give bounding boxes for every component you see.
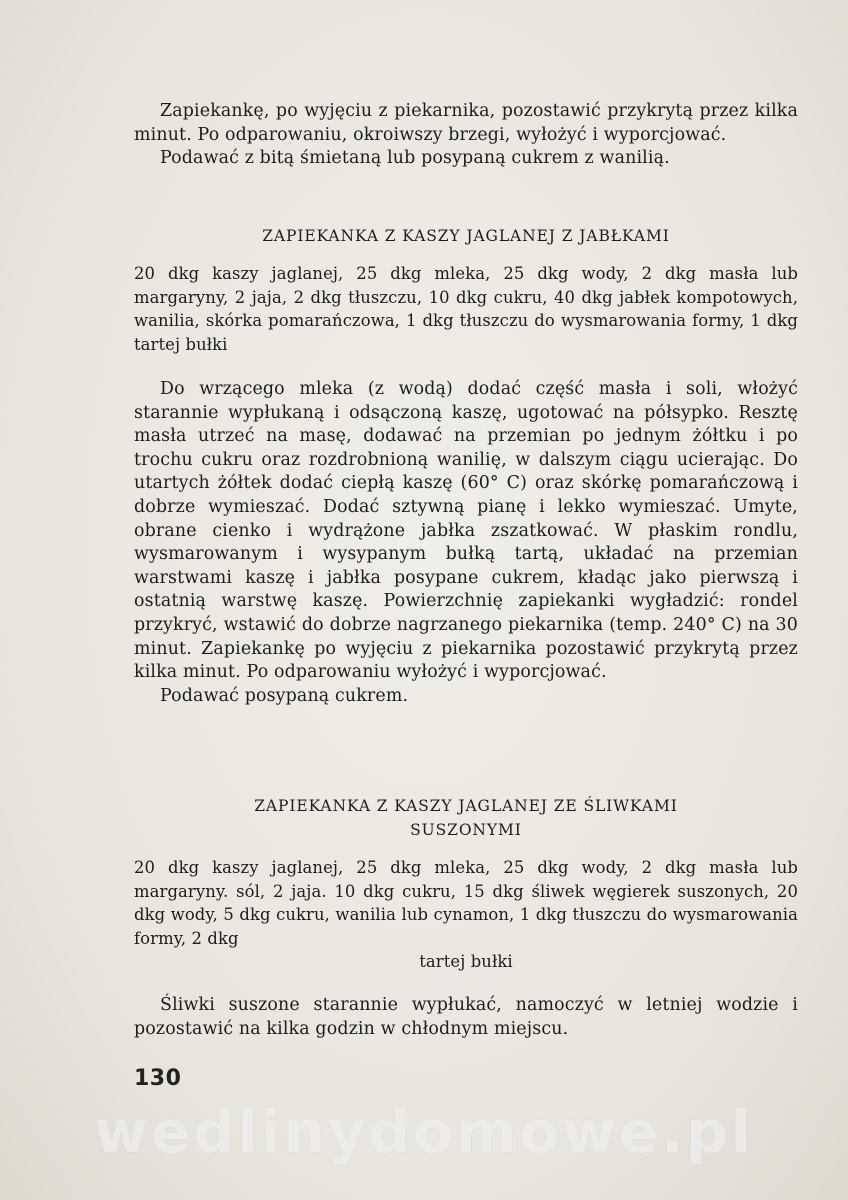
recipe2-ingredients-block — [134, 856, 798, 974]
recipe2-title-line1: ZAPIEKANKA Z KASZY JAGLANEJ ZE ŚLIWKAMI — [254, 797, 678, 815]
recipe2-method-block — [134, 994, 798, 1041]
recipe2-method: Śliwki suszone starannie wypłukać, namoczyć w letniej wodzie i pozostawić na kilka godzin w chłodnym miejscu. — [134, 995, 798, 1039]
recipe2-ingredients: 20 dkg kaszy jaglanej, 25 dkg mleka, 25 dkg wody, 2 dkg masła lub margaryny. sól, 2 jaja. 10 dkg cukru, 15 dkg śliwek węgierek suszonych, 20 dkg wody, 5 dkg cukru, wanilia lub cynamon, 1 dkg tłuszczu do wysmarowania formy, 2 dkg — [134, 858, 798, 948]
intro-serving-paragraph: Podawać z bitą śmietaną lub posypaną cukrem z wanilią. — [160, 148, 670, 169]
recipe1-serving: Podawać posypaną cukrem. — [160, 685, 409, 706]
recipe1-method: Do wrzącego mleka (z wodą) dodać część masła i soli, włożyć starannie wypłukaną i odsączoną kaszę, ugotować na półsypko. Resztę masła utrzeć na masę, dodawać na przemian po jednym żółtku i po trochu cukru oraz rozdrobnioną wanilię, w dalszym ciągu ucierając. Do utartych żółtek dodać ciepłą kaszę (60° C) oraz skórkę pomarańczową i dobrze wymieszać. Dodać sztywną pianę i lekko wymieszać. Umyte, obrane cienko i wydrążone jabłka zszatkować. W płaskim rondlu, wysmarowanym i wysypanym bułką tartą, układać na przemian warstwami kaszę i jabłka posypane cukrem, kładąc jako pierwszą i ostatnią warstwę kaszę. Powierzchnię zapiekanki wygładzić: rondel przykryć, wstawić do dobrze nagrzanego piekarnika (temp. 240° C) na 30 minut. Zapiekankę po wyjęciu z piekarnika pozostawić przykrytą przez kilka minut. Po odparowaniu wyłożyć i wyporcjować. — [134, 379, 798, 683]
page-number: 130 — [134, 1066, 182, 1091]
recipe2-ingredients-last-line: tartej bułki — [419, 952, 513, 972]
recipe2-title-line2: SUSZONYMI — [410, 821, 522, 839]
recipe1-title: ZAPIEKANKA Z KASZY JAGLANEJ Z JABŁKAMI — [262, 227, 670, 245]
recipe1-title-block — [134, 224, 798, 248]
intro-section — [134, 100, 798, 171]
recipe1-method-block — [134, 378, 798, 708]
recipe1-ingredients: 20 dkg kaszy jaglanej, 25 dkg mleka, 25 dkg wody, 2 dkg masła lub margaryny, 2 jaja, 2 dkg tłuszczu, 10 dkg cukru, 40 dkg jabłek kompotowych, wanilia, skórka pomarańczowa, 1 dkg tłuszczu do wysmarowania formy, 1 dkg tartej bułki — [134, 264, 798, 354]
recipe2-title-block — [134, 794, 798, 842]
watermark: wedlinydomowe.pl — [94, 1098, 754, 1166]
intro-paragraph: Zapiekankę, po wyjęciu z piekarnika, pozostawić przykrytą przez kilka minut. Po odparowaniu, okroiwszy brzegi, wyłożyć i wyporcjować. — [134, 101, 798, 145]
recipe1-ingredients-block — [134, 262, 798, 356]
